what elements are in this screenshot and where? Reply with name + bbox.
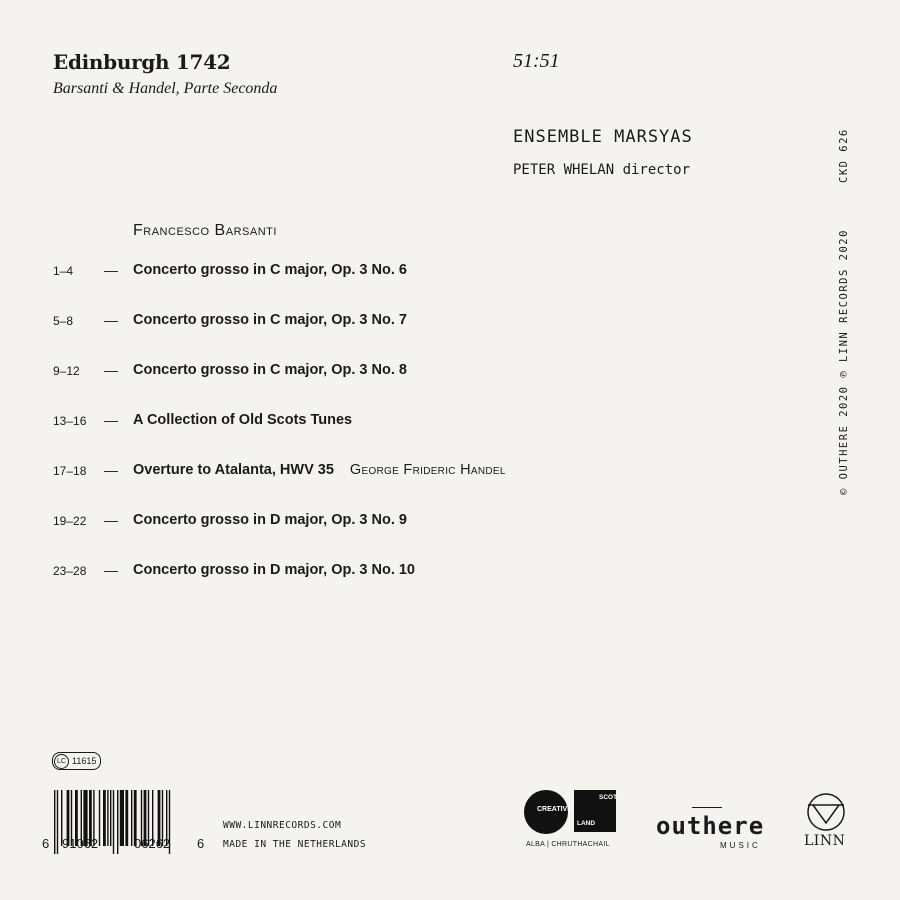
composer-heading: Francesco Barsanti [133, 222, 277, 239]
label-code-prefix: LC [54, 754, 69, 769]
track-number: 19–22 [53, 514, 87, 528]
track-dash: — [104, 362, 118, 378]
album-subtitle: Barsanti & Handel, Parte Seconda [53, 80, 278, 97]
track-number: 1–4 [53, 264, 74, 278]
barcode-digit-lead: 6 [42, 836, 50, 851]
track-number: 13–16 [53, 414, 87, 428]
catalog-number-vertical [838, 128, 850, 203]
linn-logo-icon [804, 792, 848, 832]
track-dash: — [104, 462, 118, 478]
outhere-music-text: MUSIC [720, 841, 761, 850]
track-composer: George Frideric Handel [349, 462, 506, 478]
track-title: Concerto grosso in D major, Op. 3 No. 10 [133, 562, 415, 578]
track-dash: — [104, 412, 118, 428]
creative-scotland-alba-text: ALBA | CHRUTHACHAIL [526, 841, 610, 848]
track-row [0, 362, 800, 382]
track-title: Concerto grosso in C major, Op. 3 No. 8 [133, 362, 407, 378]
track-number: 17–18 [53, 464, 87, 478]
copyright-text: © OUTHERE 2020 ℗ LINN RECORDS 2020 [838, 229, 850, 495]
director-credit: PETER WHELAN director [513, 162, 691, 178]
track-title: Overture to Atalanta, HWV 35 [133, 462, 334, 478]
track-dash: — [104, 512, 118, 528]
label-code-badge [52, 752, 101, 770]
copyright-vertical [838, 229, 850, 515]
barcode-digit-group-right: 06262 [134, 836, 171, 851]
label-code-number: 11615 [72, 756, 97, 766]
track-title: Concerto grosso in C major, Op. 3 No. 6 [133, 262, 407, 278]
track-row [0, 562, 800, 582]
track-dash: — [104, 312, 118, 328]
creative-scotland-creative-text: CREATIVE [537, 806, 572, 813]
track-dash: — [104, 562, 118, 578]
barcode-digit-check: 6 [197, 836, 205, 851]
track-title: A Collection of Old Scots Tunes [133, 412, 353, 428]
track-row [0, 512, 800, 532]
made-in-text: MADE IN THE NETHERLANDS [223, 839, 367, 850]
track-title: Concerto grosso in D major, Op. 3 No. 9 [133, 512, 407, 528]
track-dash: — [104, 262, 118, 278]
track-row [0, 312, 800, 332]
ensemble-name: ENSEMBLE MARSYAS [513, 127, 693, 147]
track-title: Concerto grosso in C major, Op. 3 No. 7 [133, 312, 407, 328]
catalog-number: CKD 626 [838, 128, 850, 183]
album-title: Edinburgh 1742 [53, 50, 231, 74]
barcode-digit-group-left: 91062 [62, 836, 99, 851]
total-duration: 51:51 [513, 50, 560, 72]
track-row [0, 462, 800, 482]
outhere-logo-line [692, 807, 722, 808]
creative-scotland-land-text: LAND [577, 820, 596, 827]
creative-scotland-logo [524, 790, 624, 852]
track-row [0, 412, 800, 432]
track-number: 23–28 [53, 564, 87, 578]
track-title-with-composer [133, 462, 506, 478]
website-link[interactable]: WWW.LINNRECORDS.COM [223, 820, 342, 831]
track-number: 5–8 [53, 314, 74, 328]
track-number: 9–12 [53, 364, 80, 378]
linn-logo-text: LINN [804, 833, 846, 849]
outhere-logo: outhere [656, 812, 765, 840]
creative-scotland-scot-text: SCOT [599, 794, 618, 801]
track-row [0, 262, 800, 282]
